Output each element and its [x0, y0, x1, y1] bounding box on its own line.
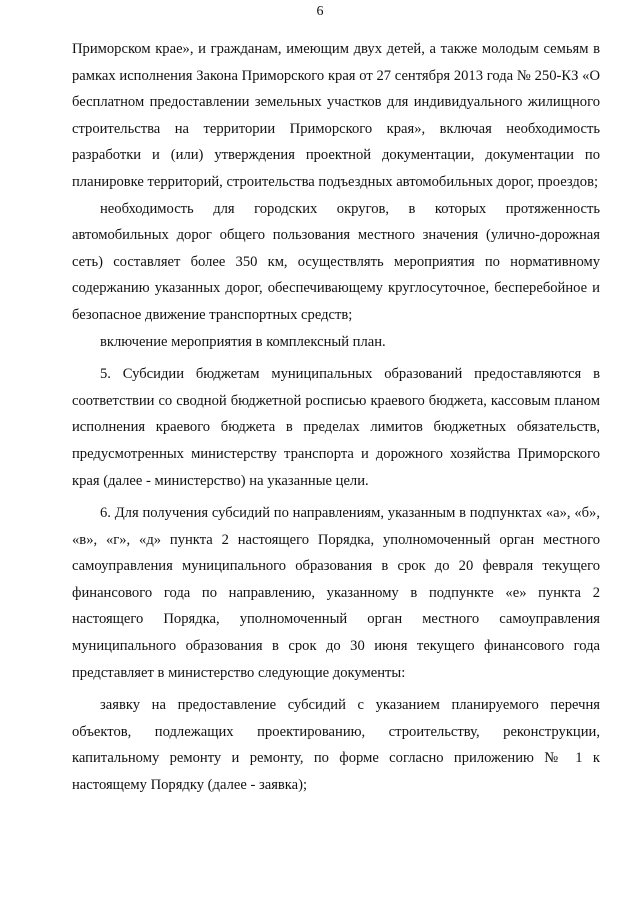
paragraph-road-maintenance: необходимость для городских округов, в которых протяженность автомобильных дорог общего пользования местного значения (улично-дорожная сеть) составляет более 350 км, осуществлять мероприятия по нормативному содержанию указанных дорог, обеспечивающему круглосуточное, бесперебойное и безопасное движение транспортных средств;	[72, 200, 600, 323]
page-number: 6	[316, 4, 324, 19]
paragraph-complex-plan: включение мероприятия в комплексный план.	[100, 333, 386, 350]
paragraph-application: заявку на предоставление субсидий с указанием планируемого перечня объектов, подлежащих проектированию, строительству, реконструкции, капитальному ремонту и ремонту, по форме согласно приложению № 1 к настоящему Порядку (далее - заявка);	[72, 697, 600, 794]
paragraph-item-6: 6. Для получения субсидий по направлениям, указанным в подпунктах «а», «б», «в», «г», «д» пункта 2 настоящего Порядка, уполномоченный орган местного самоуправления муниципального образования в срок до 20 февраля текущего финансового года по направлению, указанному в подпункте «е» пункта 2 настоящего Порядка, уполномоченный орган местного самоуправления муниципального образования в срок до 30 июня текущего финансового года представляет в министерство следующие документы:	[72, 505, 600, 681]
paragraph-continuation: Приморском крае», и гражданам, имеющим двух детей, а также молодым семьям в рамках исполнения Закона Приморского края от 27 сентября 2013 года № 250-КЗ «О бесплатном предоставлении земельных участков для индивидуального жилищного строительства на территории Приморского края», включая необходимость разработки и (или) утверждения проектной документации, документации по планировке территорий, строительства подъездных автомобильных дорог, проездов;	[72, 41, 600, 190]
document-body	[72, 36, 600, 799]
paragraph-item-5: 5. Субсидии бюджетам муниципальных образований предоставляются в соответствии со сводной бюджетной росписью краевого бюджета, кассовым планом исполнения краевого бюджета в пределах лимитов бюджетных обязательств, предусмотренных министерству транспорта и дорожного хозяйства Приморского края (далее - министерство) на указанные цели.	[72, 366, 600, 489]
